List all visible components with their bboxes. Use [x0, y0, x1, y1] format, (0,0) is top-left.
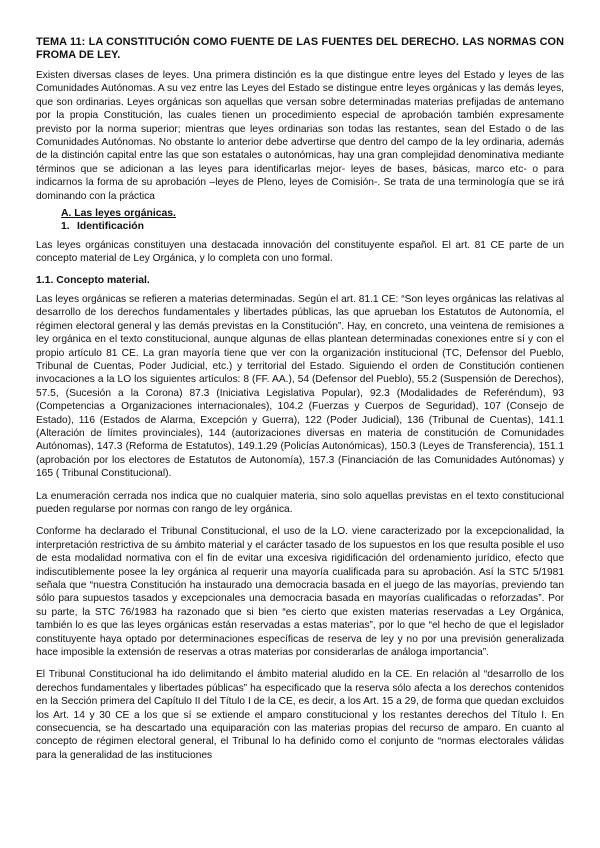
section-1-title: Identificación	[77, 221, 144, 233]
concepto-paragraph: Las leyes orgánicas se refieren a materias determinadas. Según el art. 81.1 CE: “Son leyes orgánicas las relativas al desarrollo de los derechos fundamentales y libertades públicas, las que aprueban los Estatutos de Autonomía, el régimen electoral general y las demás previstas en la Constitución”. Hay, en concreto, una veintena de remisiones a ley orgánica en el texto constitucional, aunque algunas de ellas plantean determinadas conexiones entre sí y con el propio artículo 81 CE. La gran mayoría tiene que ver con la organización institucional (TC, Defensor del Pueblo, Tribunal de Cuentas, Poder Judicial, etc.) y territorial del Estado. Siguiendo el orden de Constitución contienen invocaciones a la LO los siguientes artículos: 8 (FF. AA.), 54 (Defensor del Pueblo), 55.2 (Suspensión de Derechos), 57.5, (Sucesión a la Corona) 87.3 (Iniciativa Legislativa Popular), 92.3 (Modalidades de Referéndum), 93 (Competencias a Organizaciones internacionales), 104.2 (Fuerzas y Cuerpos de Seguridad), 107 (Consejo de Estado), 116 (Estados de Alarma, Excepción y Guerra), 122 (Poder Judicial), 136 (Tribunal de Cuentas), 141.1 (Alteración de límites provinciales), 144 (autorizaciones diversas en materia de constitución de Comunidades Autónomas), 147.3 (Reforma de Estatutos), 149.1.29 (Policías Autonómicas), 150.3 (Leyes de Transferencia), 151.1 (aprobación por los electores de Estatutos de Autonomía), 157.3 (Financiación de las Comunidades Autónomas) y 165 ( Tribunal Constitucional).	[36, 293, 564, 480]
document-title: TEMA 11: LA CONSTITUCIÓN COMO FUENTE DE LAS FUENTES DEL DERECHO. LAS NORMAS CON FROMA DE LEY.	[36, 36, 564, 61]
section-1-number: 1.	[61, 221, 70, 233]
section-1-1-heading: 1.1. Concepto material.	[36, 274, 150, 286]
enumeracion-paragraph: La enumeración cerrada nos indica que no cualquier materia, sino solo aquellas previstas en el texto constitucional pueden regularse por normas con rango de ley orgánica.	[36, 490, 564, 515]
tribunal-paragraph: El Tribunal Constitucional ha ido delimitando el ámbito material aludido en la CE. En relación al “desarrollo de los derechos fundamentales y libertades públicas” ha especificado que la reserva sólo afecta a los derechos contenidos en la Sección primera del Capítulo II del Título I de la CE, es decir, a los Art. 15 a 29, de forma que quedan excluidos los Art. 14 y 30 CE a los que sí se extiende el amparo constitucional y los restantes derechos del Título I. En consecuencia, se ha descartado una equiparación con las materias propias del recurso de amparo. En cuanto al concepto de régimen electoral general, el Tribunal lo ha definido como el conjunto de “normas electorales válidas para la generalidad de las instituciones	[36, 669, 564, 761]
section-1-heading	[61, 220, 564, 233]
intro-paragraph: Existen diversas clases de leyes. Una primera distinción es la que distingue entre leyes del Estado y leyes de las Comunidades Autónomas. A su vez entre las Leyes del Estado se distingue entre leyes orgánicas y las demás leyes, que son ordinarias. Leyes orgánicas son aquellas que versan sobre determinadas materias prefijadas de antemano por la propia Constitución, las cuales tienen un procedimiento especial de aprobación también expresamente previsto por la norma superior; mientras que leyes ordinarias son todas las restantes, sean del Estado o de las Comunidades Autónomas. No obstante lo anterior debe advertirse que dentro del campo de la ley ordinaria, además de la distinción capital entre las que son estatales o autonómicas, hay una gran complejidad denominativa mediante términos que se adicionan a las leyes para identificarlas mejor- leyes de bases, básicas, marco etc- o para indicarnos la forma de su aprobación –leyes de Pleno, leyes de Comisión-. Se trata de una terminología que se irá dominando con la práctica	[36, 70, 564, 202]
section-a-heading: A. Las leyes orgánicas.	[61, 208, 176, 220]
identificacion-paragraph: Las leyes orgánicas constituyen una destacada innovación del constituyente español. El art. 81 CE parte de un concepto material de Ley Orgánica, y lo completa con uno formal.	[36, 240, 564, 265]
conforme-paragraph: Conforme ha declarado el Tribunal Constitucional, el uso de la LO. viene caracterizado por la excepcionalidad, la interpretación restrictiva de su ámbito material y el carácter tasado de los supuestos en los que resulta posible el uso de esta modalidad normativa con el fin de evitar una excesiva rigidificación del ordenamiento jurídico, efecto que indiscutiblemente posee la ley orgánica al requerir una mayoría cualificada para su aprobación. Así la STC 5/1981 señala que “nuestra Constitución ha instaurado una democracia basada en el juego de las mayorías, previendo tan sólo para supuestos tasados y excepcionales una democracia basada en mayorías cualificadas o reforzadas”. Por su parte, la STC 76/1983 ha razonado que si bien “es cierto que existen materias reservadas a Ley Orgánica, también lo es que las leyes orgánicas están reservadas a estas materias”, por lo que “el hecho de que el legislador constituyente haya optado por determinaciones específicas de reserva de ley y no por una previsión generalizada hace imposible la extensión de reservas a otras materias por considerarlas de análoga importancia”.	[36, 526, 564, 659]
